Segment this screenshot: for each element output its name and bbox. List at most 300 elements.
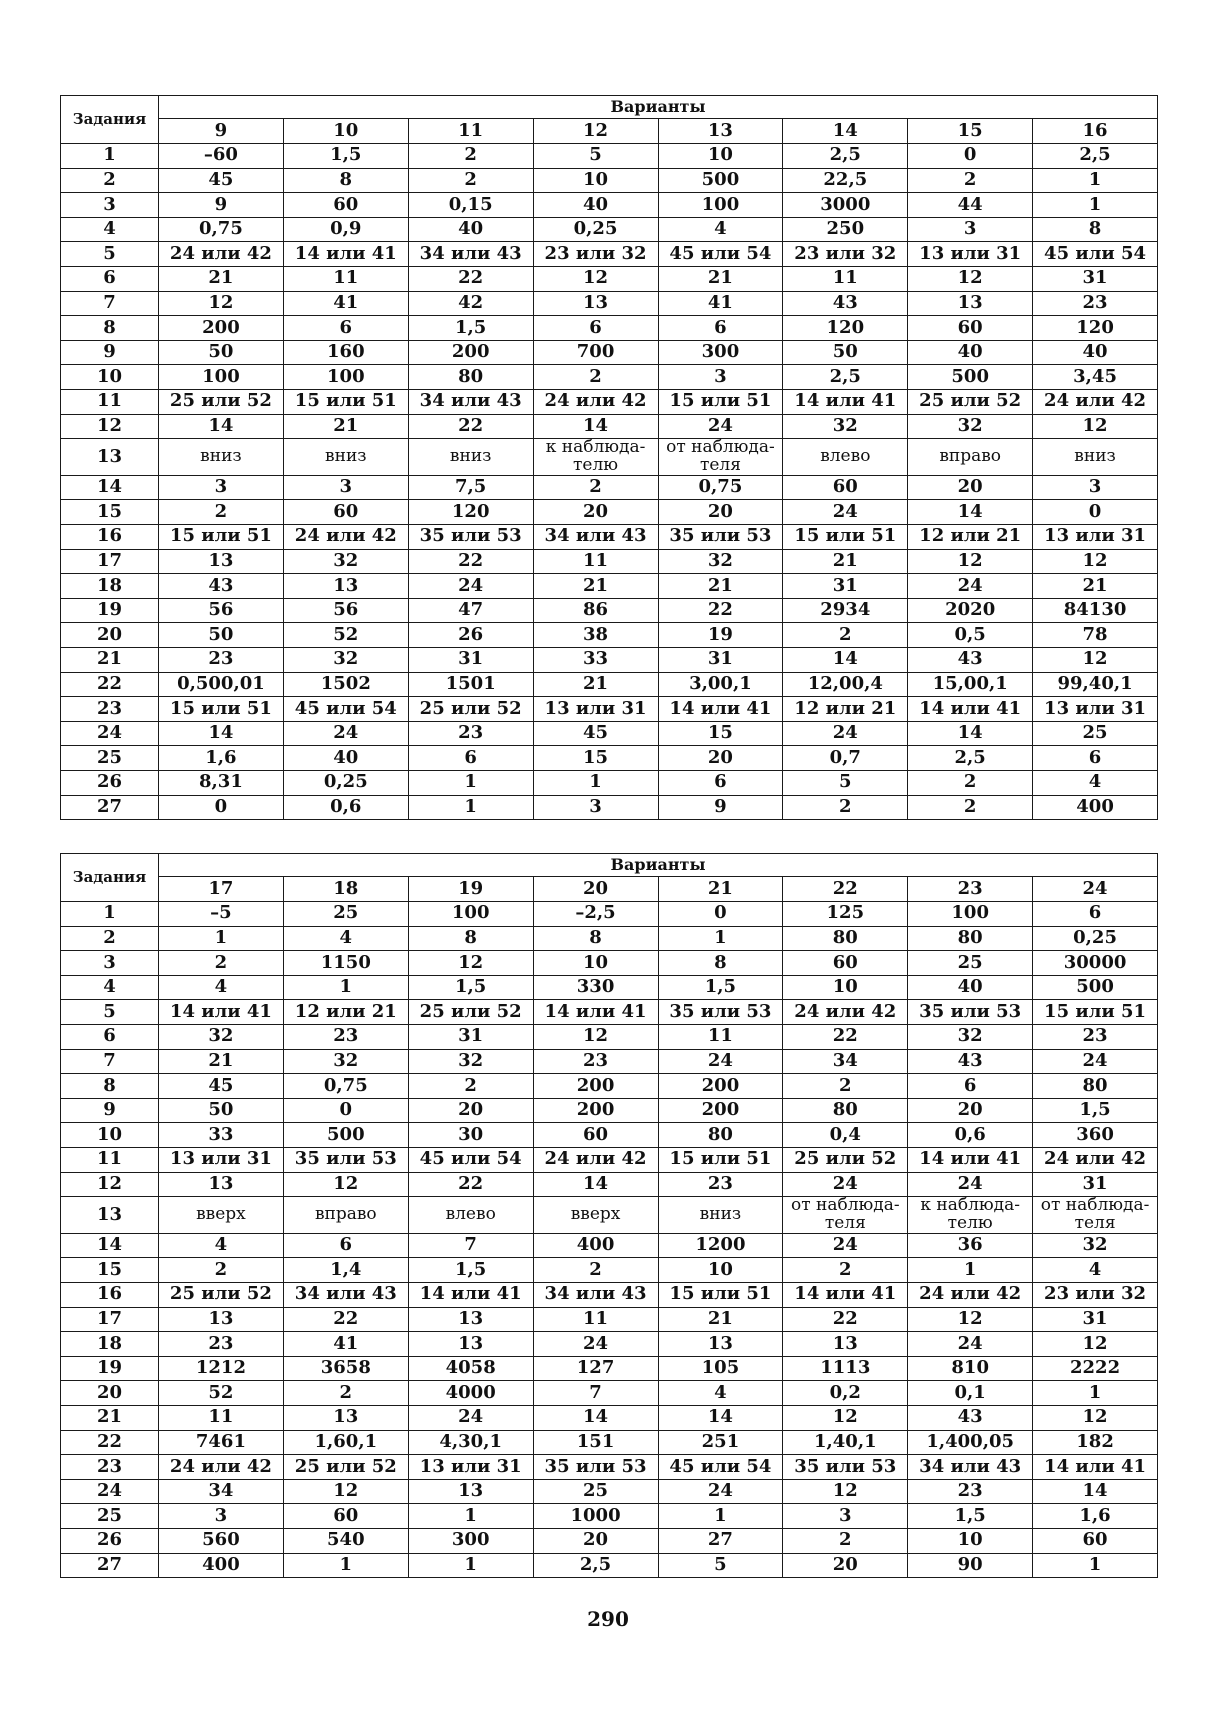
answer-cell: 3	[908, 217, 1033, 242]
answer-cell: 34 или 43	[533, 525, 658, 550]
answer-cell: 3	[658, 365, 783, 390]
answer-cell: 3	[283, 475, 408, 500]
answer-cell: 14	[533, 1172, 658, 1197]
answer-cell: 80	[658, 1123, 783, 1148]
answer-cell: 24	[783, 1233, 908, 1258]
answer-cell: 0	[658, 902, 783, 927]
variant-number: 19	[408, 877, 533, 902]
answer-cell: 4058	[408, 1356, 533, 1381]
table-row	[61, 1356, 1158, 1381]
answer-cell: 1	[408, 795, 533, 820]
task-number: 15	[61, 500, 159, 525]
answer-cell: 3,00,1	[658, 672, 783, 697]
answer-cell: 1	[408, 1504, 533, 1529]
answer-cell: 2	[408, 168, 533, 193]
answer-cell: 11	[783, 266, 908, 291]
answers-body	[61, 902, 1158, 1578]
table-row	[61, 389, 1158, 414]
answer-cell: 160	[283, 340, 408, 365]
answer-cell: 2	[783, 1258, 908, 1283]
table-row	[61, 414, 1158, 439]
table-row	[61, 770, 1158, 795]
answer-cell: 20	[658, 500, 783, 525]
answer-cell: 1,40,1	[783, 1430, 908, 1455]
answer-cell: 14 или 41	[658, 697, 783, 722]
answer-cell: –2,5	[533, 902, 658, 927]
answer-cell: 1200	[658, 1233, 783, 1258]
answer-cell: 1,4	[283, 1258, 408, 1283]
task-number: 20	[61, 1381, 159, 1406]
answer-cell: 7	[533, 1381, 658, 1406]
answer-cell: 700	[533, 340, 658, 365]
answer-cell: 21	[783, 549, 908, 574]
answer-cell: 32	[908, 414, 1033, 439]
table-row	[61, 1283, 1158, 1308]
answer-cell: 22,5	[783, 168, 908, 193]
answer-cell: 200	[658, 1098, 783, 1123]
table-row	[61, 168, 1158, 193]
answer-cell: 1,5	[408, 975, 533, 1000]
answer-cell: 24 или 42	[533, 389, 658, 414]
answer-cell: 41	[283, 291, 408, 316]
variant-number: 11	[408, 119, 533, 144]
answer-cell: 32	[283, 1049, 408, 1074]
task-number: 13	[61, 439, 159, 476]
answer-cell: 90	[908, 1553, 1033, 1578]
answer-cell: 56	[283, 598, 408, 623]
table-row	[61, 1049, 1158, 1074]
task-number: 18	[61, 1332, 159, 1357]
answer-cell: 22	[658, 598, 783, 623]
task-number: 27	[61, 795, 159, 820]
answer-cell: 50	[159, 1098, 284, 1123]
answer-cell: 0,9	[283, 217, 408, 242]
answer-cell: 1212	[159, 1356, 284, 1381]
answer-cell: 13 или 31	[908, 242, 1033, 267]
answer-cell: 99,40,1	[1033, 672, 1158, 697]
answer-cell: 1	[283, 1553, 408, 1578]
table-row	[61, 525, 1158, 550]
answer-cell: 14	[159, 721, 284, 746]
answer-cell: 1,6	[1033, 1504, 1158, 1529]
answer-cell: 20	[658, 746, 783, 771]
answer-cell: 25	[533, 1479, 658, 1504]
answers-table-variants-17-24	[60, 853, 1158, 1578]
answer-cell: 12 или 21	[908, 525, 1033, 550]
task-number: 3	[61, 193, 159, 218]
answer-cell: 27	[658, 1528, 783, 1553]
answer-cell: 100	[408, 902, 533, 927]
table-row	[61, 266, 1158, 291]
task-number: 15	[61, 1258, 159, 1283]
task-number: 8	[61, 1074, 159, 1099]
variant-number: 23	[908, 877, 1033, 902]
answer-cell: 25 или 52	[783, 1147, 908, 1172]
answer-cell: 11	[159, 1405, 284, 1430]
table-row	[61, 1197, 1158, 1234]
answer-cell: 400	[533, 1233, 658, 1258]
table-row	[61, 217, 1158, 242]
answer-cell: вверх	[159, 1197, 284, 1234]
answer-cell: 0	[908, 144, 1033, 169]
answer-cell: 0,1	[908, 1381, 1033, 1406]
answer-cell: 12	[783, 1479, 908, 1504]
answer-cell: 6	[533, 316, 658, 341]
table-row	[61, 1553, 1158, 1578]
answer-cell: 200	[533, 1074, 658, 1099]
answer-cell: 6	[908, 1074, 1033, 1099]
answer-cell: 8	[283, 168, 408, 193]
answer-cell: 22	[408, 414, 533, 439]
table-row	[61, 1024, 1158, 1049]
table-row	[61, 1147, 1158, 1172]
task-number: 17	[61, 549, 159, 574]
answer-cell: 35 или 53	[408, 525, 533, 550]
answer-cell: 23	[533, 1049, 658, 1074]
answer-cell: 500	[908, 365, 1033, 390]
answer-cell: 4	[1033, 770, 1158, 795]
answer-cell: 15	[658, 721, 783, 746]
answer-cell: 14	[908, 500, 1033, 525]
answer-cell: 200	[658, 1074, 783, 1099]
answer-cell: 31	[408, 647, 533, 672]
answer-cell: 0,6	[908, 1123, 1033, 1148]
answer-cell: 45	[533, 721, 658, 746]
answer-cell: –5	[159, 902, 284, 927]
answer-cell: 14 или 41	[283, 242, 408, 267]
answer-cell: 0,500,01	[159, 672, 284, 697]
table-row	[61, 340, 1158, 365]
answer-cell: 200	[159, 316, 284, 341]
answer-cell: 34	[159, 1479, 284, 1504]
answer-cell: 31	[1033, 266, 1158, 291]
answer-cell: 34 или 43	[408, 242, 533, 267]
answer-cell: 15 или 51	[159, 525, 284, 550]
answer-cell: 24	[783, 721, 908, 746]
answer-cell: 23	[159, 647, 284, 672]
answer-cell: 8	[408, 926, 533, 951]
table-row	[61, 242, 1158, 267]
answer-cell: 34	[783, 1049, 908, 1074]
answer-cell: 2	[159, 1258, 284, 1283]
answer-cell: 35 или 53	[533, 1455, 658, 1480]
answer-cell: 15 или 51	[283, 389, 408, 414]
answer-cell: 14 или 41	[783, 1283, 908, 1308]
variant-number: 17	[159, 877, 284, 902]
table-row	[61, 1123, 1158, 1148]
answer-cell: 21	[658, 266, 783, 291]
answer-cell: 14 или 41	[533, 1000, 658, 1025]
answer-cell: 13 или 31	[1033, 525, 1158, 550]
answer-cell: 500	[283, 1123, 408, 1148]
answer-cell: 40	[1033, 340, 1158, 365]
answer-cell: 4	[159, 1233, 284, 1258]
answer-cell: 60	[783, 951, 908, 976]
answer-cell: 80	[783, 926, 908, 951]
answer-cell: 500	[1033, 975, 1158, 1000]
answer-cell: 3	[159, 475, 284, 500]
answer-cell: 1	[1033, 193, 1158, 218]
table-row	[61, 1172, 1158, 1197]
answer-cell: 24	[658, 1479, 783, 1504]
answer-cell: 1	[283, 975, 408, 1000]
variant-number: 20	[533, 877, 658, 902]
task-number: 6	[61, 1024, 159, 1049]
answer-cell: 5	[533, 144, 658, 169]
answer-cell: 6	[408, 746, 533, 771]
answer-cell: 1,6	[159, 746, 284, 771]
task-number: 22	[61, 672, 159, 697]
answer-cell: 1,5	[908, 1504, 1033, 1529]
answer-cell: 43	[908, 1049, 1033, 1074]
answer-cell: 25 или 52	[159, 1283, 284, 1308]
answer-cell: 42	[408, 291, 533, 316]
answer-cell: 6	[283, 316, 408, 341]
answer-cell: к наблюда- телю	[908, 1197, 1033, 1234]
answer-cell: 2	[159, 951, 284, 976]
answer-cell: 1	[408, 1553, 533, 1578]
answer-cell: 32	[783, 414, 908, 439]
answer-cell: 24	[908, 574, 1033, 599]
answer-cell: 300	[658, 340, 783, 365]
answer-cell: 12 или 21	[783, 697, 908, 722]
answer-cell: 0,75	[159, 217, 284, 242]
variants-header: Варианты	[159, 854, 1158, 877]
task-number: 18	[61, 574, 159, 599]
answer-cell: 540	[283, 1528, 408, 1553]
variant-number: 24	[1033, 877, 1158, 902]
answer-cell: 2	[533, 365, 658, 390]
answer-cell: 21	[283, 414, 408, 439]
answer-cell: 11	[533, 549, 658, 574]
answer-cell: 0	[283, 1098, 408, 1123]
answer-cell: 120	[783, 316, 908, 341]
answer-cell: 14	[533, 1405, 658, 1430]
table-row	[61, 795, 1158, 820]
answer-cell: 10	[658, 144, 783, 169]
answer-cell: 20	[908, 1098, 1033, 1123]
answer-cell: 0,2	[783, 1381, 908, 1406]
answer-cell: 2	[283, 1381, 408, 1406]
answer-cell: 4	[658, 1381, 783, 1406]
answer-cell: 24	[533, 1332, 658, 1357]
answer-cell: 100	[658, 193, 783, 218]
answer-cell: 44	[908, 193, 1033, 218]
answer-cell: 23	[408, 721, 533, 746]
answer-cell: 14	[783, 647, 908, 672]
answer-cell: 15 или 51	[1033, 1000, 1158, 1025]
answer-cell: 2	[783, 623, 908, 648]
answer-cell: 5	[783, 770, 908, 795]
answer-cell: 22	[408, 266, 533, 291]
task-number: 6	[61, 266, 159, 291]
answer-cell: 12	[908, 266, 1033, 291]
answer-cell: 7,5	[408, 475, 533, 500]
answer-cell: 34 или 43	[283, 1283, 408, 1308]
answer-cell: 45 или 54	[658, 1455, 783, 1480]
answer-cell: 9	[159, 193, 284, 218]
answer-cell: 2	[908, 770, 1033, 795]
answer-cell: 100	[908, 902, 1033, 927]
answer-cell: 3658	[283, 1356, 408, 1381]
answer-cell: 1,5	[658, 975, 783, 1000]
answer-cell: 30000	[1033, 951, 1158, 976]
answer-cell: 2,5	[908, 746, 1033, 771]
answer-cell: 24 или 42	[159, 1455, 284, 1480]
answer-cell: 2,5	[783, 144, 908, 169]
answer-cell: 1,5	[1033, 1098, 1158, 1123]
answer-cell: 35 или 53	[283, 1147, 408, 1172]
answer-cell: 43	[159, 574, 284, 599]
answer-cell: 1	[159, 926, 284, 951]
answer-cell: 80	[408, 365, 533, 390]
answer-cell: 13	[159, 549, 284, 574]
answer-cell: 21	[658, 1307, 783, 1332]
table-row	[61, 697, 1158, 722]
answer-cell: вниз	[283, 439, 408, 476]
task-number: 9	[61, 1098, 159, 1123]
answer-cell: 13 или 31	[159, 1147, 284, 1172]
answer-cell: вверх	[533, 1197, 658, 1234]
answer-cell: 2	[408, 144, 533, 169]
answer-cell: 8	[658, 951, 783, 976]
answer-cell: 52	[159, 1381, 284, 1406]
answer-cell: 20	[783, 1553, 908, 1578]
answer-cell: 1,400,05	[908, 1430, 1033, 1455]
answer-cell: вниз	[408, 439, 533, 476]
answer-cell: 22	[783, 1307, 908, 1332]
answer-cell: 31	[1033, 1172, 1158, 1197]
answer-cell: вниз	[1033, 439, 1158, 476]
answer-cell: 13	[658, 1332, 783, 1357]
answer-cell: 3000	[783, 193, 908, 218]
answer-cell: 4	[1033, 1258, 1158, 1283]
answer-cell: 23	[908, 1479, 1033, 1504]
answer-cell: 12	[783, 1405, 908, 1430]
task-number: 14	[61, 475, 159, 500]
variant-number: 15	[908, 119, 1033, 144]
task-number: 5	[61, 1000, 159, 1025]
task-number: 11	[61, 389, 159, 414]
answer-cell: 32	[408, 1049, 533, 1074]
answer-cell: 22	[783, 1024, 908, 1049]
answer-cell: 23	[159, 1332, 284, 1357]
task-number: 21	[61, 647, 159, 672]
answer-cell: 300	[408, 1528, 533, 1553]
answer-cell: 12	[1033, 1332, 1158, 1357]
answer-cell: влево	[783, 439, 908, 476]
table-row	[61, 365, 1158, 390]
answer-cell: 0,6	[283, 795, 408, 820]
answer-cell: 40	[408, 217, 533, 242]
table-row	[61, 672, 1158, 697]
answer-cell: 24	[908, 1172, 1033, 1197]
table-row	[61, 1528, 1158, 1553]
task-number: 13	[61, 1197, 159, 1234]
table-row	[61, 623, 1158, 648]
answer-cell: 250	[783, 217, 908, 242]
answer-cell: 0,75	[283, 1074, 408, 1099]
answer-cell: 60	[283, 193, 408, 218]
table-row	[61, 721, 1158, 746]
answer-cell: 151	[533, 1430, 658, 1455]
answer-cell: 23 или 32	[1033, 1283, 1158, 1308]
answer-cell: 5	[658, 1553, 783, 1578]
answer-cell: 25 или 52	[908, 389, 1033, 414]
answer-cell: 23 или 32	[533, 242, 658, 267]
answer-cell: 38	[533, 623, 658, 648]
task-number: 16	[61, 1283, 159, 1308]
tasks-header: Задания	[61, 854, 159, 902]
answer-cell: от наблюда- теля	[783, 1197, 908, 1234]
answer-cell: 32	[658, 549, 783, 574]
answer-cell: от наблюда- теля	[658, 439, 783, 476]
task-number: 17	[61, 1307, 159, 1332]
answer-cell: 43	[908, 1405, 1033, 1430]
answer-cell: 14	[533, 414, 658, 439]
answer-cell: 8,31	[159, 770, 284, 795]
answer-cell: 15 или 51	[783, 525, 908, 550]
answer-cell: 24	[408, 1405, 533, 1430]
answer-cell: 15 или 51	[658, 1283, 783, 1308]
answer-cell: 31	[1033, 1307, 1158, 1332]
answer-cell: 251	[658, 1430, 783, 1455]
task-number: 23	[61, 1455, 159, 1480]
answer-cell: 3	[159, 1504, 284, 1529]
answer-cell: 3,45	[1033, 365, 1158, 390]
task-number: 24	[61, 721, 159, 746]
answer-cell: 24	[283, 721, 408, 746]
answer-cell: 45	[159, 1074, 284, 1099]
task-number: 2	[61, 168, 159, 193]
answer-cell: 20	[533, 500, 658, 525]
answer-cell: 1	[1033, 1553, 1158, 1578]
answer-cell: 25 или 52	[159, 389, 284, 414]
answer-cell: 2,5	[533, 1553, 658, 1578]
task-number: 20	[61, 623, 159, 648]
answer-cell: 24	[658, 1049, 783, 1074]
answer-cell: 23	[658, 1172, 783, 1197]
task-number: 1	[61, 902, 159, 927]
answer-cell: 6	[658, 770, 783, 795]
answer-cell: 14 или 41	[159, 1000, 284, 1025]
answer-cell: 24 или 42	[1033, 389, 1158, 414]
answer-cell: 1	[658, 926, 783, 951]
answer-cell: 24	[1033, 1049, 1158, 1074]
answer-cell: 2	[159, 500, 284, 525]
answer-cell: 34 или 43	[908, 1455, 1033, 1480]
answer-cell: 2	[783, 1074, 908, 1099]
answer-cell: –60	[159, 144, 284, 169]
table-row	[61, 500, 1158, 525]
answer-cell: 34 или 43	[408, 389, 533, 414]
answer-cell: вправо	[908, 439, 1033, 476]
answer-cell: 22	[408, 1172, 533, 1197]
answer-cell: 45 или 54	[658, 242, 783, 267]
table-row	[61, 1098, 1158, 1123]
table-row	[61, 1000, 1158, 1025]
answer-cell: 560	[159, 1528, 284, 1553]
answer-cell: 24 или 42	[283, 525, 408, 550]
answer-cell: 10	[908, 1528, 1033, 1553]
answer-cell: 80	[908, 926, 1033, 951]
answer-cell: 2	[533, 475, 658, 500]
answer-cell: 23	[1033, 1024, 1158, 1049]
answer-cell: 11	[283, 266, 408, 291]
task-number: 14	[61, 1233, 159, 1258]
answer-cell: 3	[1033, 475, 1158, 500]
answer-cell: 1,5	[408, 1258, 533, 1283]
